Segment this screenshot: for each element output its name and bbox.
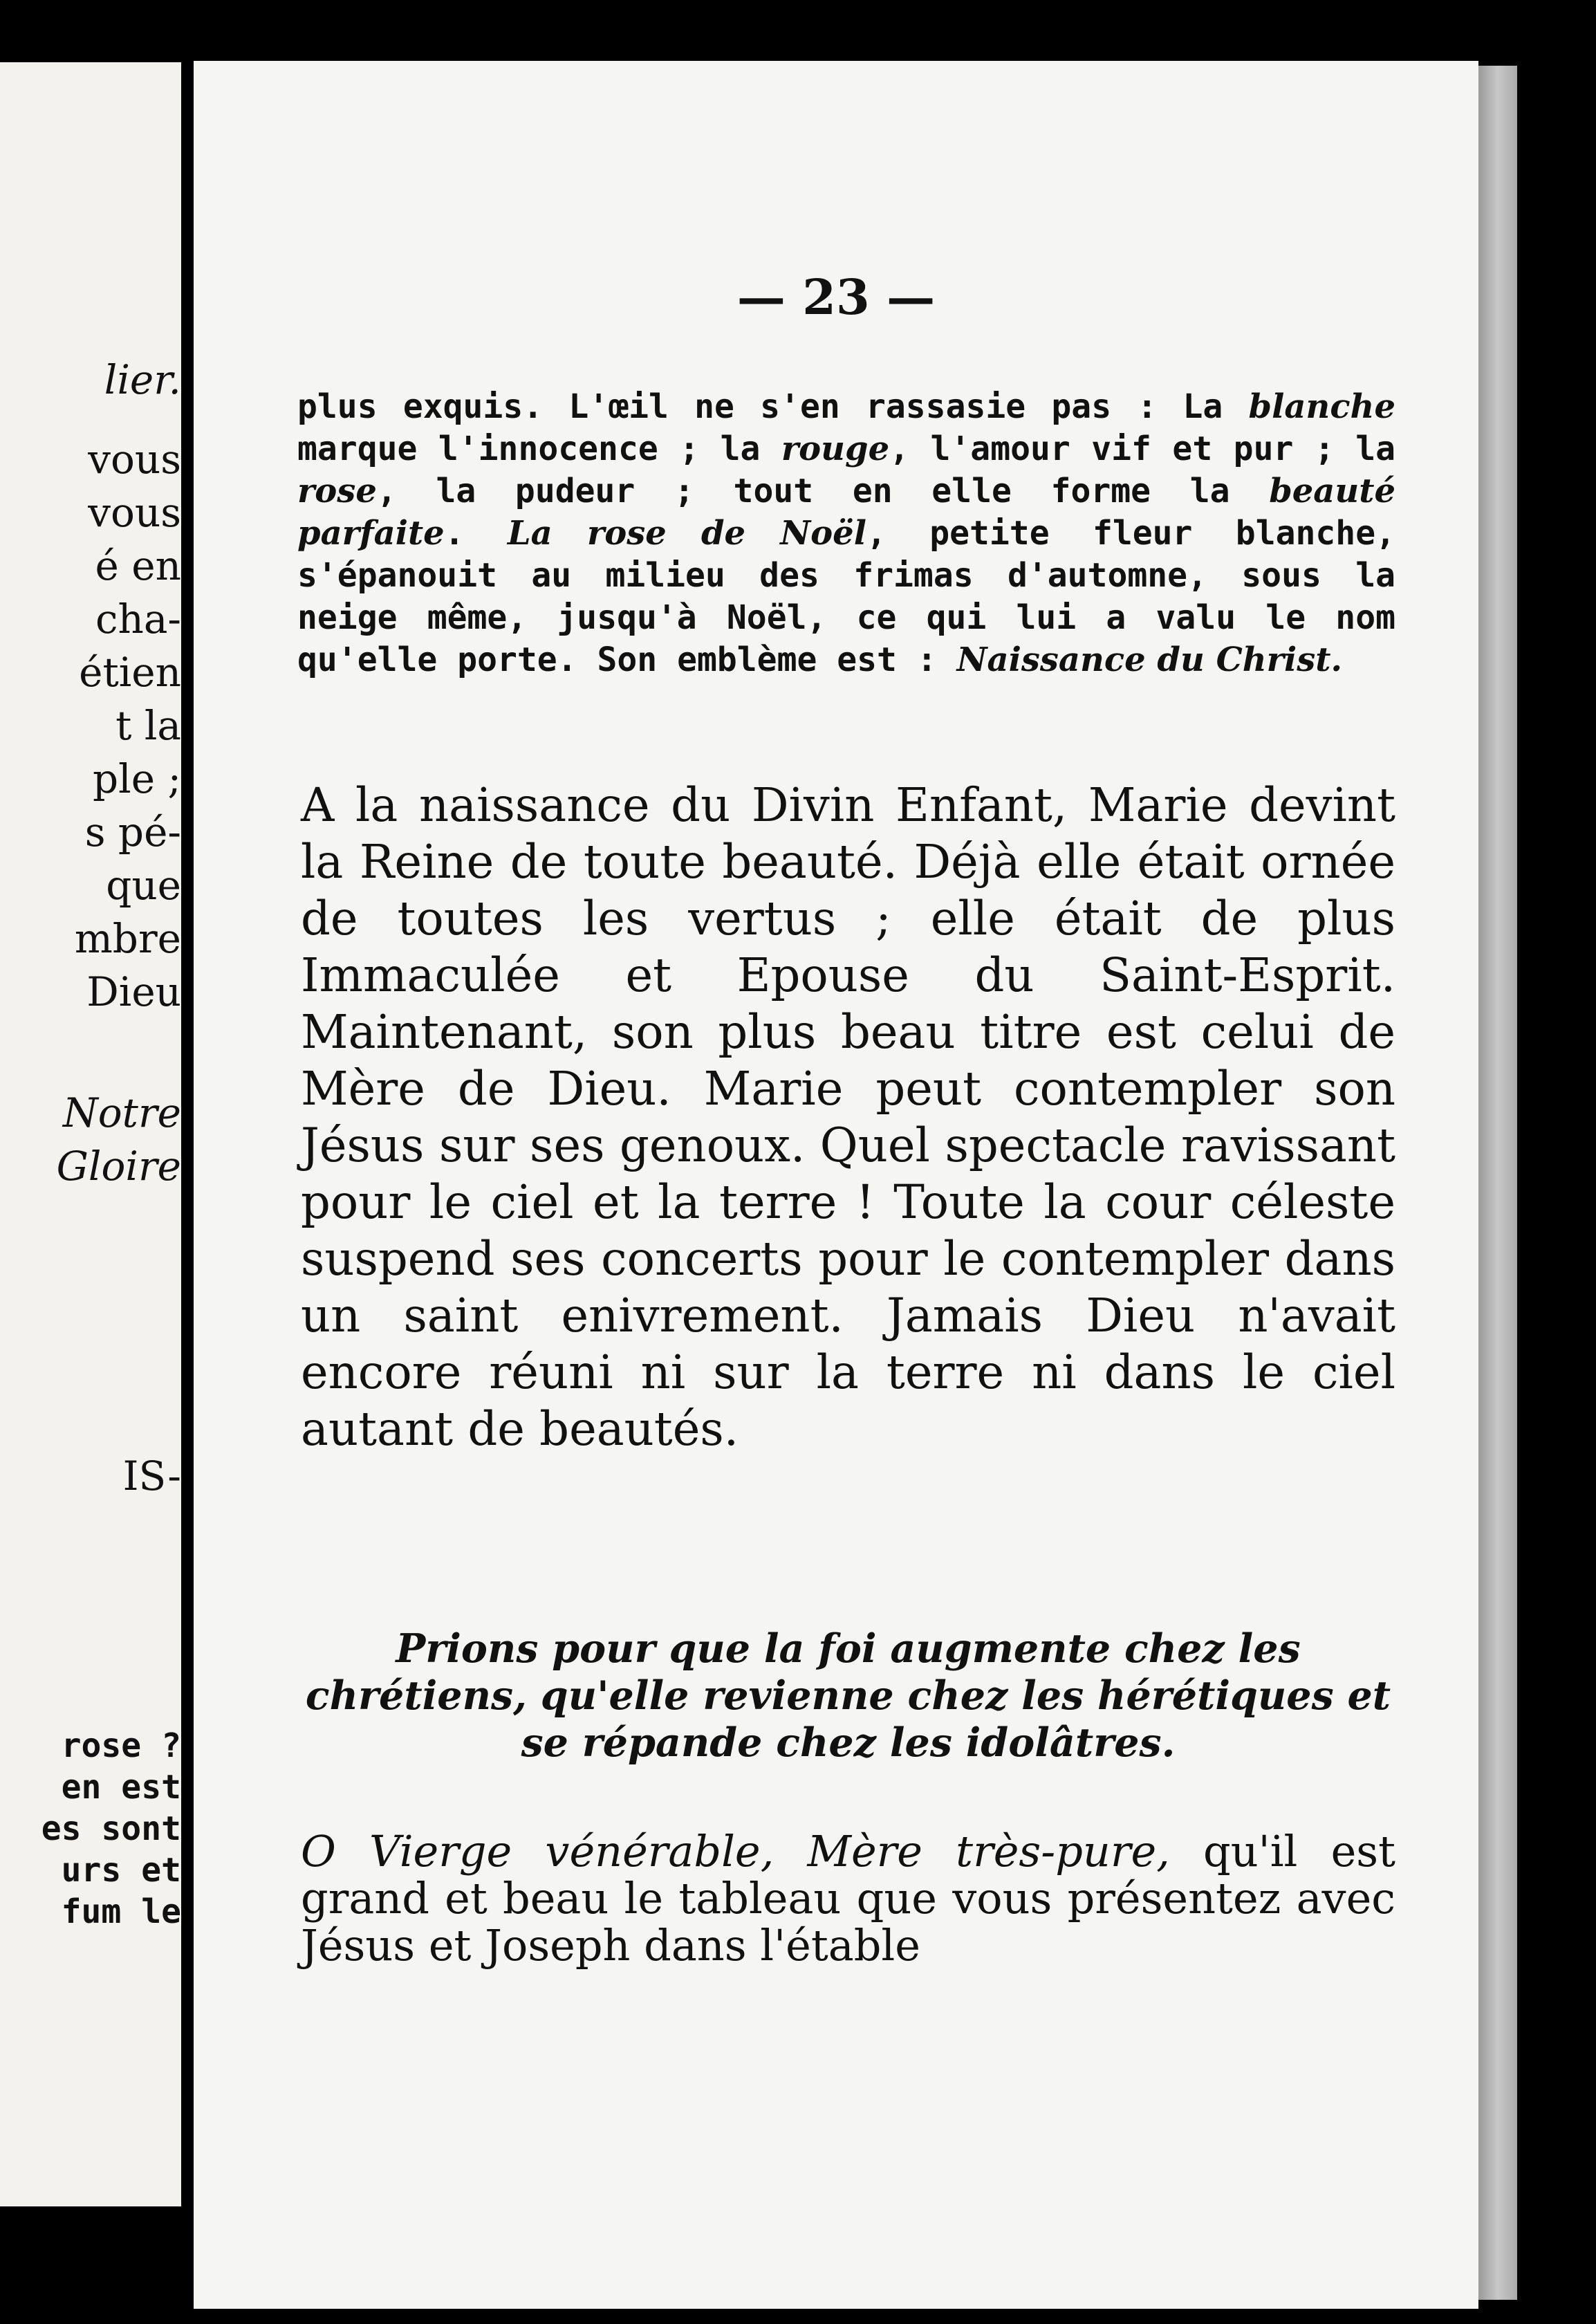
prayer-paragraph: Prions pour que la foi augmente chez les chrétiens, qu'elle revienne chez les hérétiques et se répande chez les idolâtres. [305,1625,1391,1766]
note-italic: beauté parfaite [297,472,1395,553]
main-paragraph: A la naissance du Divin Enfant, Marie devint la Reine de toute beauté. Déjà elle était ornée de toutes les vertus ; elle était de plus Immaculée et Epouse du Saint-Esprit. Maintenant, son plus beau titre est celui de Mère de Dieu. Marie peut contempler son Jésus sur ses genoux. Quel spectacle ravissant pour le ciel et la terre ! Toute la cour céleste suspend ses concerts pour le contempler dans un saint enivrement. Jamais Dieu n'avait encore réuni ni sur la terre ni dans le ciel autant de beautés. [301,778,1395,1456]
left-fragment-line: en est [61,1768,181,1807]
left-fragment-line: rose ? [61,1726,181,1765]
note-italic: blanche [1248,387,1395,426]
left-fragment-line: s pé- [84,809,181,856]
left-fragment-line: t la [115,702,181,749]
right-page [194,61,1478,2309]
note-italic: Naissance du Christ. [956,640,1343,679]
left-fragment-line: é en [95,542,181,589]
note-text: , l'amour vif et pur ; la [889,430,1395,468]
left-fragment-line: lier. [104,356,181,403]
left-fragment-line: IS- [122,1452,181,1500]
left-fragment-line: Gloire [56,1143,181,1190]
note-italic: La rose de Noël [507,514,866,553]
page-edge [1478,66,1517,2300]
note-text: plus exquis. L'œil ne s'en rassasie pas : La [297,387,1249,426]
closing-text: qu'il est grand et beau le tableau que vous présentez avec Jésus et Joseph dans l'étable [301,1826,1395,1971]
left-fragment-line: urs et [61,1851,181,1890]
left-fragment-line: que [106,862,181,909]
left-fragment-line: étien [79,649,181,696]
left-fragment-line: Notre [62,1089,181,1136]
closing-paragraph [301,1828,1395,1969]
left-fragment-line: vous [88,489,181,536]
book-gutter [181,0,194,2324]
left-fragment-line: ple ; [93,755,181,802]
note-text: marque l'innocence ; la [297,430,781,468]
note-text: . [444,514,508,553]
left-fragment-line: es sont [41,1809,181,1848]
note-text: , petite fleur blanche, s'épanouit au milieu des frimas d'automne, sous la neige même, jusqu'à Noël, ce qui lui a valu le nom qu'elle porte. Son emblème est : [297,514,1395,679]
note-text: , la pudeur ; tout en elle forme la [376,472,1270,510]
closing-italic: O Vierge vénérable, Mère très-pure, [301,1826,1170,1876]
left-page-fragment [0,62,181,2206]
left-fragment-line: cha- [95,596,181,643]
note-italic: rouge [781,430,890,468]
left-fragment-line: vous [88,436,181,483]
page-number: — 23 — [736,268,936,326]
left-fragment-line: mbre [74,915,181,962]
left-fragment-line: fum le [61,1892,181,1931]
note-italic: rose [297,472,377,510]
footnote-paragraph [297,386,1395,681]
left-fragment-line: Dieu [86,968,181,1015]
